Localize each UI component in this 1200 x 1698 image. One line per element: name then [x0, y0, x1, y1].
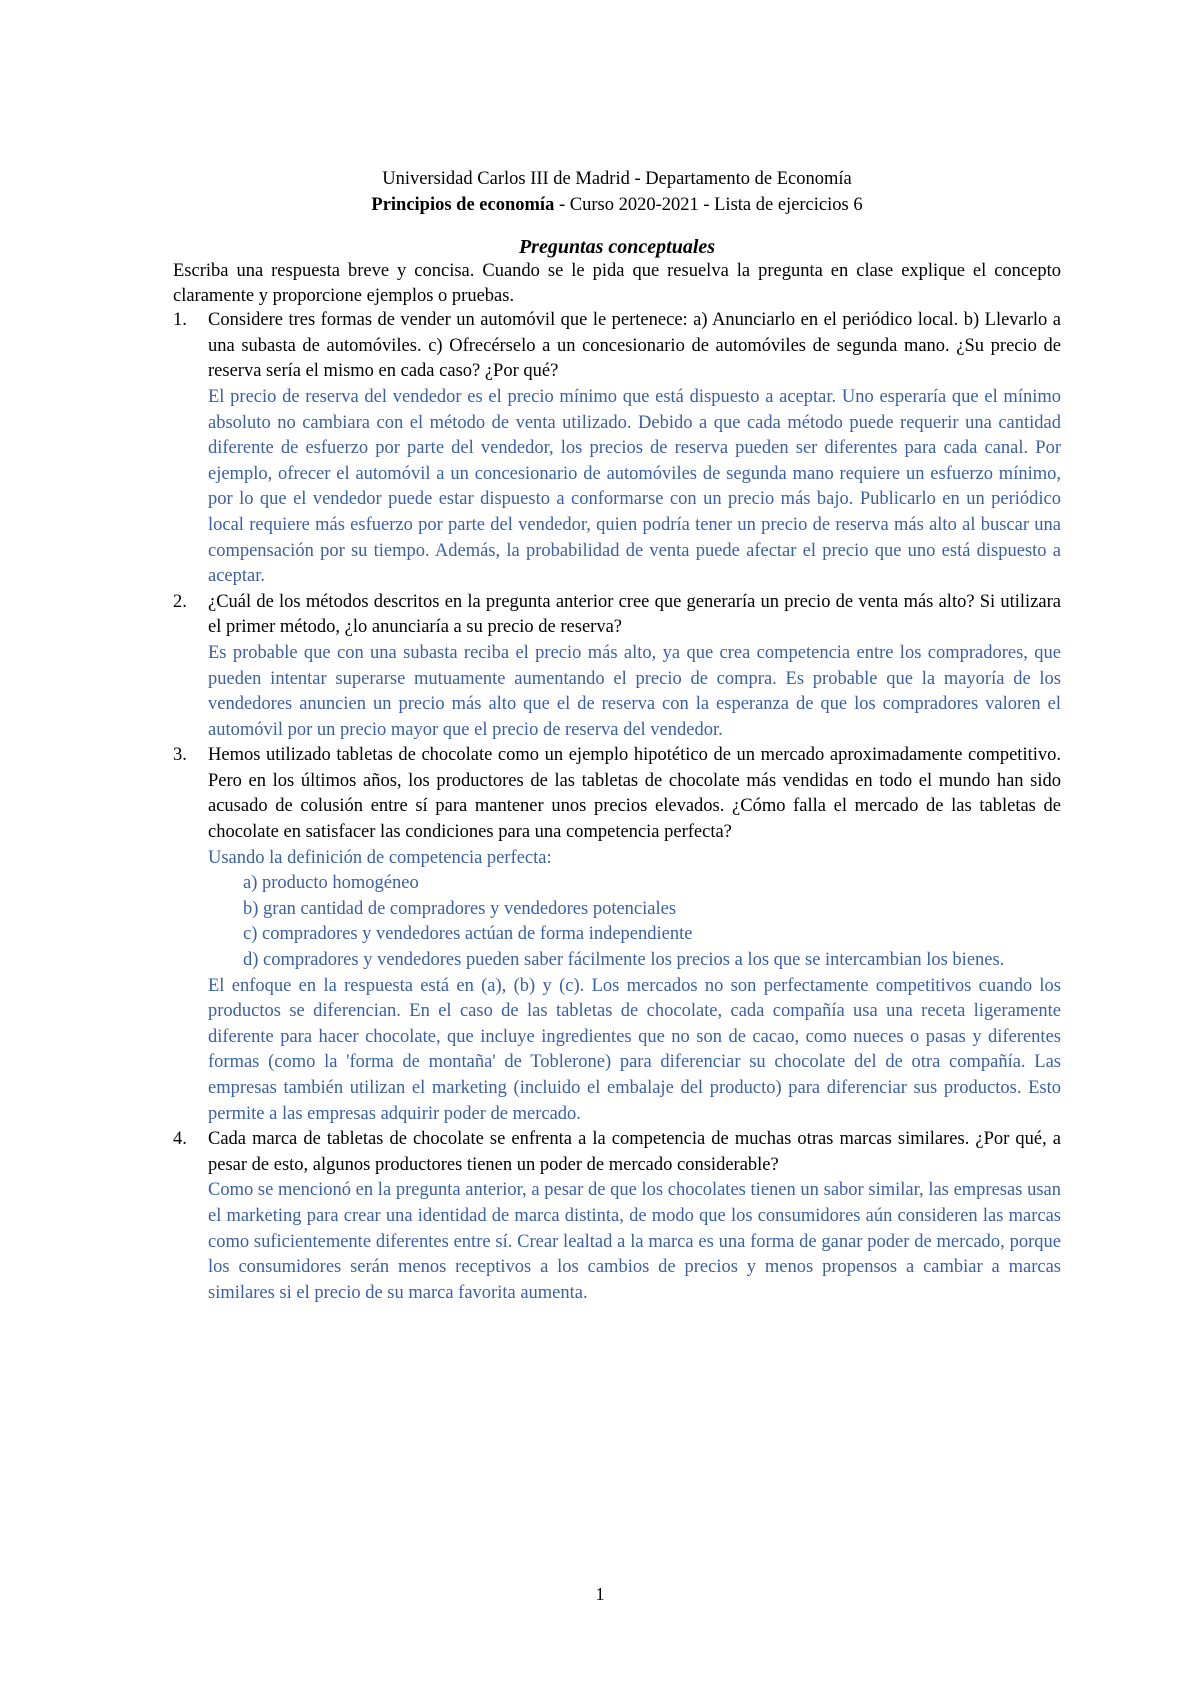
document-content — [173, 166, 1061, 1306]
definition-item-a: a) producto homogéneo — [243, 873, 419, 894]
question-text: ¿Cuál de los métodos descritos en la pregunta anterior cree que generaría un precio de venta más alto? Si utilizara el primer método, ¿lo anunciaría a su precio de reserva? — [208, 591, 1061, 638]
question-text: Cada marca de tabletas de chocolate se enfrenta a la competencia de muchas otras marcas similares. ¿Por qué, a pesar de esto, algunos productores tienen un poder de mercado considerable? — [208, 1129, 1061, 1175]
course-title: Principios de economía — [371, 195, 555, 215]
definition-item-b: b) gran cantidad de compradores y vendedores potenciales — [243, 898, 677, 919]
page-number: 1 — [595, 1584, 605, 1604]
question-text: Hemos utilizado tabletas de chocolate como un ejemplo hipotético de un mercado aproximadamente competitivo. Pero en los últimos años, los productores de las tabletas de chocolate más vendidas en todo el mundo han sido acusado de colusión entre sí para mantener unos precios elevados. ¿Cómo falla el mercado de las tabletas de chocolate en satisfacer las condiciones para una competencia perfecta? — [208, 745, 1061, 843]
question-number: 2. — [173, 591, 187, 612]
question-text: Considere tres formas de vender un automóvil que le pertenece: a) Anunciarlo en el periódico local. b) Llevarlo a una subasta de automóviles. c) Ofrecérselo a un concesionario de automóviles de segunda mano. ¿Su precio de reserva sería el mismo en cada caso? ¿Por qué? — [208, 310, 1061, 382]
definition-item-d: d) compradores y vendedores pueden saber fácilmente los precios a los que se intercambian los bienes. — [243, 950, 1005, 971]
section-title: Preguntas conceptuales — [518, 236, 716, 258]
question-1 — [173, 308, 1061, 590]
question-3 — [173, 743, 1061, 1127]
course-details: - Curso 2020-2021 - Lista de ejercicios 6 — [554, 195, 863, 215]
question-number: 4. — [173, 1129, 187, 1150]
question-2 — [173, 590, 1061, 744]
question-number: 3. — [173, 745, 187, 766]
instructions: Escriba una respuesta breve y concisa. Cuando se le pida que resuelva la pregunta en clase explique el concepto claramente y proporcione ejemplos o pruebas. — [173, 261, 1061, 306]
answer-text: Como se mencionó en la pregunta anterior, a pesar de que los chocolates tienen un sabor similar, las empresas usan el marketing para crear una identidad de marca distinta, de modo que los consumidores aún consideren las marcas como suficientemente diferentes entre sí. Crear lealtad a la marca es una forma de ganar poder de mercado, porque los consumidores serán menos receptivos a los cambios de precios y menos propensos a cambiar a marcas similares si el precio de su marca favorita aumenta. — [208, 1180, 1061, 1303]
answer-text: El precio de reserva del vendedor es el precio mínimo que está dispuesto a aceptar. Uno esperaría que el mínimo absoluto no cambiara con el método de venta utilizado. Debido a que cada método puede requerir una cantidad diferente de esfuerzo por parte del vendedor, los precios de reserva pueden ser diferentes para cada canal. Por ejemplo, ofrecer el automóvil a un concesionario de automóviles de segunda mano requiere un esfuerzo mínimo, por lo que el vendedor puede estar dispuesto a conformarse con un precio más bajo. Publicarlo en un periódico local requiere más esfuerzo por parte del vendedor, quien podría tener un precio de reserva más alto al buscar una compensación por su tiempo. Además, la probabilidad de venta puede afectar el precio que uno está dispuesto a aceptar. — [208, 386, 1061, 587]
question-4 — [173, 1127, 1061, 1306]
answer-intro: Usando la definición de competencia perfecta: — [208, 847, 552, 868]
institution-line: Universidad Carlos III de Madrid - Departamento de Economía — [382, 169, 852, 189]
question-list — [173, 308, 1061, 1306]
question-number: 1. — [173, 310, 187, 331]
definition-item-c: c) compradores y vendedores actúan de forma independiente — [243, 924, 693, 945]
course-line — [173, 192, 1061, 218]
answer-text: Es probable que con una subasta reciba el precio más alto, ya que crea competencia entre los compradores, que pueden intentar superarse mutuamente aumentando el precio de compra. Es probable que la mayoría de los vendedores anuncien un precio más alto que el de reserva con la esperanza de que los compradores valoren el automóvil por un precio mayor que el precio de reserva del vendedor. — [208, 642, 1061, 740]
answer-text: El enfoque en la respuesta está en (a), (b) y (c). Los mercados no son perfectamente competitivos cuando los productos se diferencian. En el caso de las tabletas de chocolate, cada compañía usa una receta ligeramente diferente para hacer chocolate, que incluye ingredientes que no son de cacao, como nueces o pasas y diferentes formas (como la 'forma de montaña' de Toblerone) para diferenciar su chocolate del de otra compañía. Las empresas también utilizan el marketing (incluido el embalaje del producto) para diferenciar sus productos. Esto permite a las empresas adquirir poder de mercado. — [208, 975, 1061, 1124]
